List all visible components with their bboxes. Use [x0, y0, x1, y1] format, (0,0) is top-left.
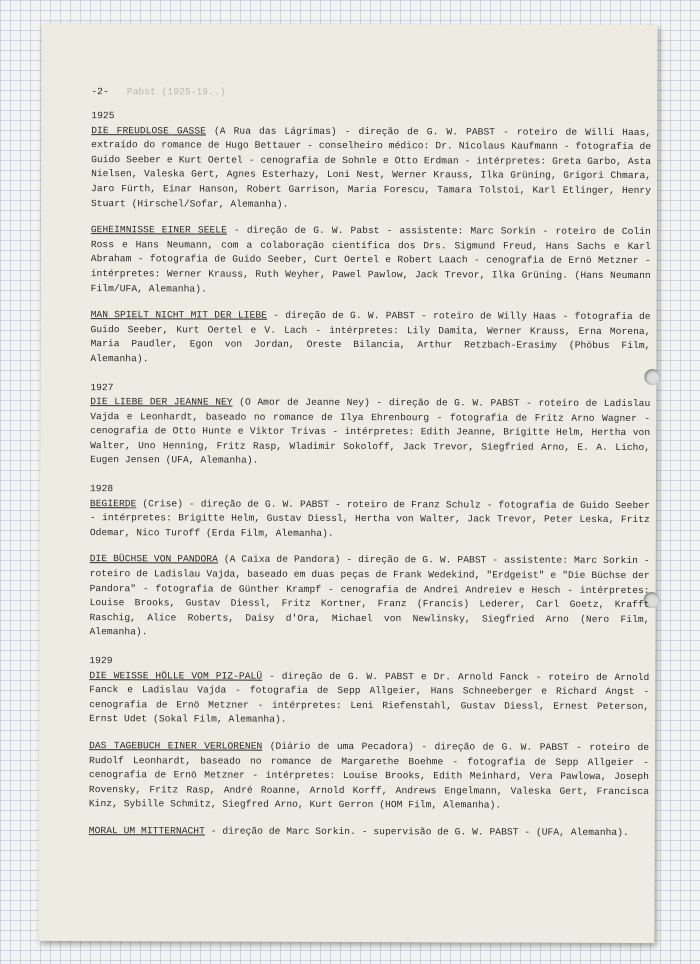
film-title: DIE FREUDLOSE GASSE [91, 124, 206, 137]
film-entry [89, 553, 649, 643]
film-title: MORAL UM MITTERNACHT [88, 825, 205, 837]
year-heading: 1925 [91, 110, 115, 122]
page-number: -2- [91, 86, 109, 98]
film-details: - direção de Marc Sorkin. - supervisão de G. W. PABST - (UFA, Alemanha). [210, 825, 629, 838]
film-entry [90, 395, 650, 470]
page-header [91, 85, 651, 109]
filmography-text [89, 85, 652, 840]
year-heading: 1929 [89, 655, 113, 667]
film-title: BEGIERDE [89, 497, 137, 509]
film-details: - direção de G. W. Pabst - assistente: Marc Sorkin - roteiro de Colin Ross e Hans Neumann, com a colaboração científica dos Drs. Sigmund Freud, Hans Sachs e Karl Abraham - fotografia de Guido Seeber, Curt Oertel e Robert Laach - cenografia de Ernö Metzner - intérpretes: Werner Krauss, Ruth Weyher, Pawel Pawlow, Jack Trevor, Ilka Grüning. (Hans Neumann Film/UFA, Alemanha). [90, 224, 651, 295]
film-details: - direção de G. W. PABST - roteiro de Willy Haas - fotografia de Guido Seeber, Kurt Oertel e V. Lach - intérpretes: Lily Damita, Werner Krauss, Erna Morena, Maria Paudler, Egon von Jordan, Oreste Bilancia, Arthur Retzbach-Erasimy (Phöbus Film, Alemanha). [90, 309, 651, 365]
film-title: DIE WEISSE HÖLLE VOM PIZ-PALÜ [89, 669, 263, 682]
film-details: (Diário de uma Pecadora) - direção de G. W. PABST - roteiro de Rudolf Leonhardt, baseado no romance de Margarethe Boehme - fotografia de Sepp Allgeier - cenografia de Ernö Metzner - intérpretes: Louise Brooks, Edith Meinhard, Vera Pawlowa, Joseph Rovensky, Fritz Rasp, André Roanne, Arnold Korff, Andrews Engelmann, Valeska Gert, Francisca Kinz, Sybille Schmitz, Siegfred Arno, Kurt Gerron (HOM Film, Alemanha). [88, 740, 650, 811]
film-entry [90, 308, 650, 368]
film-details: (A Caixa de Pandora) - direção de G. W. PABST - assistente: Marc Sorkin - roteiro de Ladislau Vajda, baseado em duas peças de Frank Wedekind, "Erdgeist" e "Die Büchse der Pandora" - fotografia de Günther Krampf - cenografia de Andrei Andreiev e Hesch - intérpretes: Louise Brooks, Gustav Diessl, Fritz Kortner, Franz (Francis) Lederer, Carl Goetz, Krafft Raschig, Alice Roberts, Daisy d'Ora, Michael von Newlinsky, Siegfried Arno (Nero Film, Alemanha). [89, 554, 650, 638]
year-heading: 1928 [89, 483, 114, 495]
film-title: DIE LIEBE DER JEANNE NEY [90, 396, 233, 408]
film-title: GEHEIMNISSE EINER SEELE [90, 224, 227, 236]
film-entry [89, 824, 649, 841]
film-details: (O Amor de Jeanne Ney) - direção de G. W. PABST - roteiro de Ladislau Vajda e Leonhardt, baseado no romance de Ilya Ehrenbourg - fotografia de Fritz Arno Wagner - cenografia de Otto Hunte e Viktor Trivas - intérpretes: Edith Jeanne, Brigitte Helm, Hertha von Walter, Uno Henning, Fritz Rasp, Wladimir Sokoloff, Jack Trevor, Siegfried Arno, E. A. Licho, Eugen Jensen (UFA, Alemanha). [90, 396, 651, 467]
film-title: MAN SPIELT NICHT MIT DER LIEBE [90, 309, 268, 321]
faded-header-text: Pabst (1925-19..) [126, 86, 226, 98]
document-sheet [38, 23, 657, 943]
film-entry [89, 739, 649, 814]
year-heading: 1927 [90, 381, 114, 393]
film-title: DAS TAGEBUCH EINER VERLORENEN [89, 740, 263, 752]
film-details: (A Rua das Lágrimas) - direção de G. W. PABST - roteiro de Willi Haas, extraído do romance de Hugo Bettauer - conselheiro médico: Dr. Nicolaus Kaufmann - fotografia de Guido Seeber e Kurt Oertel - cenografia de Sohnle e Otto Erdman - intérpretes: Greta Garbo, Asta Nielsen, Valeska Gert, Agnes Esterhazy, Loni Nest, Werner Krauss, Ilka Grüning, Grigori Chmara, Jaro Fürth, Einar Hanson, Robert Garrison, Maria Forescu, Tamara Tolstoi, Karl Etlinger, Henry Stuart (Hirschel/Sofar, Alemanha). [90, 125, 652, 210]
film-details: - direção de G. W. PABST e Dr. Arnold Fanck - roteiro de Arnold Fanck e Ladislau Vajda - fotografia de Sepp Allgeier, Hans Schneeberger e Richard Angst - cenografia de Ernö Metzner - intérpretes: Leni Riefenstahl, Gustav Diessl, Ernest Peterson, Ernst Udet (Sokal Film, Alemanha). [89, 670, 650, 726]
film-details: (Crise) - direção de G. W. PABST - roteiro de Franz Schulz - fotografia de Guido Seeber - intérpretes: Brigitte Helm, Gustav Diessl, Hertha von Walter, Jack Trevor, Peter Leska, Fritz Odemar, Nico Turoff (Erda Film, Alemanha). [89, 497, 650, 539]
film-entry [90, 497, 650, 543]
film-entry [89, 669, 649, 729]
film-entry [91, 124, 651, 214]
film-title: DIE BÜCHSE VON PANDORA [89, 553, 218, 565]
film-entry [91, 223, 651, 298]
